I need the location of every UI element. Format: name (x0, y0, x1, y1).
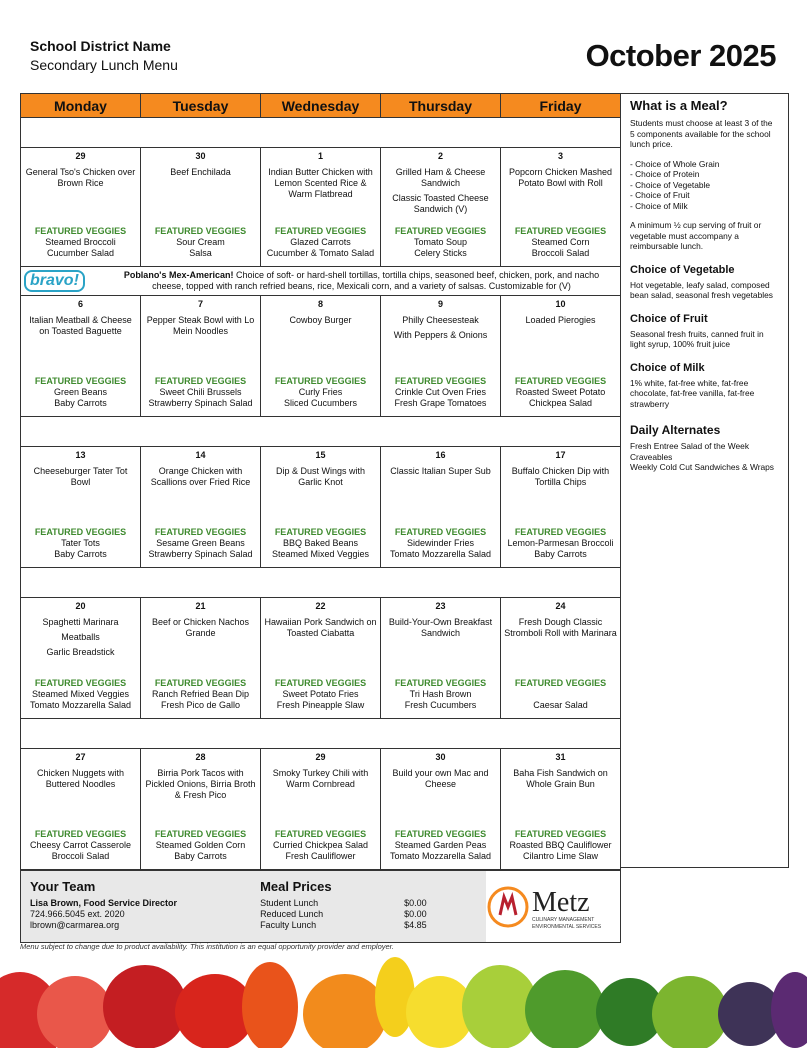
veggie-item: Cucumber & Tomato Salad (266, 248, 375, 258)
day-cell (501, 447, 620, 567)
day-number: 30 (195, 151, 206, 161)
featured-veggies-label: FEATURED VEGGIES (154, 527, 247, 537)
alternates-title: Daily Alternates (630, 423, 721, 437)
featured-veggies (261, 678, 380, 711)
week-spacer (21, 568, 620, 598)
day-number: 28 (195, 752, 206, 762)
featured-veggies (501, 678, 620, 711)
entree-item: Philly Cheesesteak (402, 315, 479, 325)
featured-veggies-label: FEATURED VEGGIES (394, 829, 487, 839)
featured-veggies (141, 226, 260, 259)
entree-item: Beef or Chicken Nachos Grande (151, 617, 250, 638)
featured-veggies-label: FEATURED VEGGIES (394, 527, 487, 537)
featured-veggies (501, 829, 620, 862)
veggie-item: Steamed Garden Peas (394, 840, 487, 850)
day-number: 31 (555, 752, 566, 762)
day-header: Tuesday (141, 94, 261, 117)
apple-icon (103, 965, 187, 1048)
metz-line2: ENVIRONMENTAL SERVICES (532, 923, 602, 930)
header-left (30, 38, 178, 73)
day-number: 16 (435, 450, 446, 460)
featured-veggies-label: FEATURED VEGGIES (394, 376, 487, 386)
day-number: 15 (315, 450, 326, 460)
day-cell (141, 148, 261, 266)
week-row (21, 296, 620, 417)
veggie-item: Cheesy Carrot Casserole (29, 840, 132, 850)
day-cell (261, 598, 381, 718)
entree-item: With Peppers & Onions (393, 330, 488, 340)
featured-veggies-label: FEATURED VEGGIES (394, 226, 487, 236)
veggie-item: Steamed Mixed Veggies (271, 549, 370, 559)
featured-veggies-label: FEATURED VEGGIES (154, 226, 247, 236)
eggplant-icon (771, 972, 807, 1048)
entree (144, 167, 257, 182)
veggie-item: Sweet Chili Brussels (159, 387, 242, 397)
day-cell (141, 447, 261, 567)
featured-veggies (381, 376, 500, 409)
day-number: 24 (555, 601, 566, 611)
entree-item: Popcorn Chicken Mashed Potato Bowl with Roll (508, 167, 613, 188)
day-number: 2 (437, 151, 443, 161)
day-cell (21, 447, 141, 567)
featured-veggies (501, 527, 620, 560)
veggie-item: Baby Carrots (534, 549, 587, 559)
alternates-text: Fresh Entree Salad of the Week Craveables Weekly Cold Cut Sandwiches & Wraps (630, 441, 774, 472)
entree-item: Meatballs (61, 632, 100, 642)
day-number: 29 (315, 752, 326, 762)
entree-item: Loaded Pierogies (525, 315, 596, 325)
day-cell (21, 749, 141, 869)
day-number: 7 (197, 299, 203, 309)
featured-veggies (261, 376, 380, 409)
entree-item: Grilled Ham & Cheese Sandwich (395, 167, 486, 188)
metz-logo (486, 871, 620, 942)
team-phone: 724.966.5045 ext. 2020 (30, 909, 125, 919)
day-number: 8 (317, 299, 323, 309)
week-row (21, 447, 620, 568)
featured-veggies-label: FEATURED VEGGIES (34, 226, 127, 236)
veggie-item: Ranch Refried Bean Dip (151, 689, 250, 699)
entree-item: Baha Fish Sandwich on Whole Grain Bun (513, 768, 608, 789)
metz-name: Metz (532, 886, 590, 918)
entree-item: Classic Toasted Cheese Sandwich (V) (392, 193, 489, 214)
day-header: Wednesday (261, 94, 381, 117)
entree-item: General Tso's Chicken over Brown Rice (25, 167, 136, 188)
featured-veggies-label: FEATURED VEGGIES (394, 678, 487, 688)
featured-veggies (21, 226, 140, 259)
featured-veggies (21, 376, 140, 409)
featured-veggies-label: FEATURED VEGGIES (514, 527, 607, 537)
entree-item: Smoky Turkey Chili with Warm Cornbread (272, 768, 369, 789)
day-cell (381, 296, 501, 416)
entree (24, 768, 137, 794)
day-number: 14 (195, 450, 206, 460)
featured-veggies-label: FEATURED VEGGIES (514, 829, 607, 839)
featured-veggies-label: FEATURED VEGGIES (154, 678, 247, 688)
week-row (21, 749, 620, 870)
choice-list: - Choice of Whole Grain - Choice of Protein - Choice of Vegetable - Choice of Fruit - Choice of Milk (630, 158, 720, 211)
entree-item: Garlic Breadstick (46, 647, 115, 657)
veggie-item: Cilantro Lime Slaw (522, 851, 599, 861)
entree (384, 617, 497, 643)
veg-title: Choice of Vegetable (630, 263, 735, 276)
featured-veggies (141, 829, 260, 862)
entree (264, 768, 377, 794)
entree (144, 768, 257, 805)
day-cell (21, 598, 141, 718)
day-cell (501, 749, 620, 869)
minimum-text: A minimum ½ cup serving of fruit or vegetable must accompany a reimbursable lunch. (630, 220, 762, 251)
price-row: Faculty Lunch $4.85 (260, 920, 427, 930)
day-number: 27 (75, 752, 86, 762)
day-cell (141, 749, 261, 869)
entree-item: Birria Pork Tacos with Pickled Onions, Birria Broth & Fresh Pico (145, 768, 256, 800)
prices-section (251, 871, 486, 942)
entree-item: Hawaiian Pork Sandwich on Toasted Ciabatta (264, 617, 377, 638)
day-cell (141, 296, 261, 416)
veggie-item: Steamed Broccoli (45, 237, 116, 247)
featured-veggies (261, 226, 380, 259)
featured-veggies-label: FEATURED VEGGIES (274, 376, 367, 386)
entree (144, 466, 257, 492)
entree-item: Pepper Steak Bowl with Lo Mein Noodles (146, 315, 255, 336)
veggie-item: Tomato Mozzarella Salad (389, 549, 492, 559)
metz-line1: CULINARY MANAGEMENT (532, 916, 595, 923)
veggie-item: Fresh Pineapple Slaw (276, 700, 365, 710)
lettuce-icon (525, 970, 605, 1048)
day-number: 22 (315, 601, 326, 611)
week-row (21, 148, 620, 267)
entree-item: Orange Chicken with Scallions over Fried Rice (150, 466, 251, 487)
veggie-item: Steamed Mixed Veggies (31, 689, 130, 699)
district-name: School District Name (30, 38, 171, 54)
team-email: lbrown@carmarea.org (30, 920, 120, 930)
sidebar (621, 93, 789, 868)
featured-veggies (381, 678, 500, 711)
entree (24, 617, 137, 662)
day-number: 13 (75, 450, 86, 460)
featured-veggies (21, 678, 140, 711)
month-title: October 2025 (585, 38, 776, 73)
day-number: 17 (555, 450, 566, 460)
metz-logo-graphic (486, 881, 620, 933)
day-cell (501, 148, 620, 266)
team-section (21, 871, 251, 942)
entree-item: Spaghetti Marinara (42, 617, 119, 627)
featured-veggies-label: FEATURED VEGGIES (274, 226, 367, 236)
day-number: 21 (195, 601, 206, 611)
day-cell (501, 296, 620, 416)
veggie-item: BBQ Baked Beans (282, 538, 359, 548)
veggie-item: Tri Hash Brown (409, 689, 472, 699)
featured-veggies (141, 376, 260, 409)
entree (504, 315, 617, 330)
veggie-item: Steamed Golden Corn (155, 840, 246, 850)
veggie-item: Roasted BBQ Cauliflower (509, 840, 612, 850)
featured-veggies (381, 226, 500, 259)
entree-item: Build your own Mac and Cheese (392, 768, 489, 789)
day-number: 3 (557, 151, 563, 161)
veggie-item: Strawberry Spinach Salad (148, 549, 253, 559)
day-cell (141, 598, 261, 718)
bravo-text: Poblano's Mex-American! Choice of soft- or hard-shell tortillas, tortilla chips, seasoned beef, chicken, pork, and nacho cheese, topped with ranch refried beans, rice, Mexicali corn, and a variety of salsas. Customizable for (V) (123, 270, 600, 291)
entree (144, 315, 257, 341)
meal-text: Students must choose at least 3 of the 5 components available for the school lunch price. (630, 118, 773, 149)
featured-veggies (21, 829, 140, 862)
veggie-item: Tomato Mozzarella Salad (29, 700, 132, 710)
veggie-item: Roasted Sweet Potato (515, 387, 606, 397)
fruit-banner-image (0, 952, 807, 1048)
day-cell (21, 148, 141, 266)
entree (384, 315, 497, 345)
day-number: 30 (435, 752, 446, 762)
day-cell (381, 148, 501, 266)
veggie-item: Steamed Corn (531, 237, 590, 247)
entree (264, 617, 377, 643)
featured-veggies-label: FEATURED VEGGIES (34, 678, 127, 688)
featured-veggies-label: FEATURED VEGGIES (274, 829, 367, 839)
entree (504, 768, 617, 794)
fruit-title: Choice of Fruit (630, 312, 708, 325)
entree (264, 466, 377, 492)
week-spacer (21, 719, 620, 749)
entree-item: Chicken Nuggets with Buttered Noodles (36, 768, 125, 789)
entree-item: Beef Enchilada (170, 167, 231, 177)
day-header-row (21, 94, 620, 118)
featured-veggies-label: FEATURED VEGGIES (34, 829, 127, 839)
veggie-item: Tomato Soup (413, 237, 468, 247)
day-cell (381, 749, 501, 869)
milk-text: 1% white, fat-free white, fat-free chocolate, fat-free vanilla, fat-free strawberry (630, 377, 755, 409)
day-header: Monday (21, 94, 141, 117)
menu-subtitle: Secondary Lunch Menu (30, 57, 178, 73)
featured-veggies-label: FEATURED VEGGIES (34, 527, 127, 537)
entree (264, 167, 377, 204)
veggie-item: Sesame Green Beans (156, 538, 245, 548)
entree (384, 167, 497, 219)
entree-item: Classic Italian Super Sub (390, 466, 491, 476)
day-header: Friday (539, 98, 582, 114)
veggie-item (501, 689, 620, 700)
veggie-item: Fresh Cucumbers (404, 700, 477, 710)
featured-veggies-label: FEATURED VEGGIES (154, 376, 247, 386)
veggie-item: Celery Sticks (414, 248, 467, 258)
day-number: 9 (437, 299, 443, 309)
entree (264, 315, 377, 330)
veggie-item: Fresh Cauliflower (285, 851, 356, 861)
week-spacer (21, 118, 620, 148)
entree-item: Dip & Dust Wings with Garlic Knot (275, 466, 366, 487)
featured-veggies-label: FEATURED VEGGIES (514, 376, 607, 386)
veggie-item: Strawberry Spinach Salad (148, 398, 253, 408)
veg-text: Hot vegetable, leafy salad, composed bean salad, seasonal fresh vegetables (630, 279, 773, 300)
day-cell (261, 296, 381, 416)
veggie-item: Glazed Carrots (290, 237, 351, 247)
entree-item: Cowboy Burger (289, 315, 352, 325)
veggie-item: Salsa (189, 248, 212, 258)
veggie-item: Sour Cream (176, 237, 225, 247)
team-name: Lisa Brown, Food Service Director (30, 898, 178, 908)
footer-panel (21, 870, 620, 942)
featured-veggies-label: FEATURED VEGGIES (514, 226, 607, 236)
veggie-item: Green Beans (53, 387, 108, 397)
veggie-item: Crinkle Cut Oven Fries (394, 387, 487, 397)
day-number: 10 (555, 299, 566, 309)
day-cell (261, 447, 381, 567)
veggie-item: Baby Carrots (54, 398, 107, 408)
veggie-item: Fresh Grape Tomatoes (394, 398, 487, 408)
entree-item: Fresh Dough Classic Stromboli Roll with Marinara (504, 617, 617, 638)
featured-veggies (141, 678, 260, 711)
price-row: Reduced Lunch $0.00 (260, 909, 427, 919)
featured-veggies (381, 829, 500, 862)
veggie-item: Broccoli Salad (531, 248, 590, 258)
featured-veggies-label: FEATURED VEGGIES (274, 678, 367, 688)
pepper-icon (242, 962, 298, 1048)
day-number: 20 (75, 601, 86, 611)
veggie-item: Tomato Mozzarella Salad (389, 851, 492, 861)
day-cell (261, 148, 381, 266)
veggie-item: Broccoli Salad (51, 851, 110, 861)
veggie-item: Curly Fries (298, 387, 343, 397)
veggie-item: Cucumber Salad (46, 248, 115, 258)
team-title: Your Team (30, 879, 96, 894)
entree-item: Indian Butter Chicken with Lemon Scented Rice & Warm Flatbread (268, 167, 373, 199)
featured-veggies-label: FEATURED VEGGIES (514, 678, 607, 688)
featured-veggies (381, 527, 500, 560)
day-number: 29 (75, 151, 86, 161)
calendar (20, 93, 621, 943)
day-number: 1 (317, 151, 323, 161)
price-row: Student Lunch $0.00 (260, 898, 427, 908)
day-header: Thursday (381, 94, 501, 117)
entree-item: Buffalo Chicken Dip with Tortilla Chips (511, 466, 610, 487)
veggie-item: Tater Tots (61, 538, 100, 548)
week-row (21, 598, 620, 719)
day-cell (21, 296, 141, 416)
featured-veggies (261, 527, 380, 560)
day-number: 23 (435, 601, 446, 611)
week-spacer (21, 417, 620, 447)
featured-veggies-label: FEATURED VEGGIES (274, 527, 367, 537)
disclaimer: Menu subject to change due to product availability. This institution is an equal opportunity provider and employer. (20, 942, 394, 951)
veggie-item: Baby Carrots (54, 549, 107, 559)
day-number: 6 (77, 299, 83, 309)
veggie-item: Curried Chickpea Salad (272, 840, 369, 850)
entree (504, 617, 617, 643)
fruit-text: Seasonal fresh fruits, canned fruit in light syrup, 100% fruit juice (630, 328, 764, 349)
entree (384, 466, 497, 481)
featured-veggies (21, 527, 140, 560)
day-cell (381, 598, 501, 718)
featured-veggies-label: FEATURED VEGGIES (34, 376, 127, 386)
bravo-logo: bravo! (21, 267, 107, 292)
meal-title: What is a Meal? (630, 98, 728, 113)
featured-veggies-label: FEATURED VEGGIES (154, 829, 247, 839)
bravo-feature (21, 267, 620, 296)
entree (24, 167, 137, 193)
featured-veggies (261, 829, 380, 862)
veggie-item: Fresh Pico de Gallo (160, 700, 241, 710)
entree-item: Italian Meatball & Cheese on Toasted Baguette (29, 315, 132, 336)
veggie-item: Caesar Salad (533, 700, 588, 710)
veggie-item: Baby Carrots (174, 851, 227, 861)
prices-title: Meal Prices (260, 879, 332, 894)
entree (24, 466, 137, 492)
orange-icon (303, 974, 387, 1048)
veggie-item: Sliced Cucumbers (283, 398, 358, 408)
kiwi-icon (652, 976, 728, 1048)
entree (384, 768, 497, 794)
day-cell (501, 598, 620, 718)
entree-item: Build-Your-Own Breakfast Sandwich (388, 617, 493, 638)
entree (504, 466, 617, 492)
milk-title: Choice of Milk (630, 361, 705, 374)
entree (24, 315, 137, 341)
veggie-item: Sidewinder Fries (406, 538, 475, 548)
entree (504, 167, 617, 193)
entree (144, 617, 257, 643)
veggie-item: Lemon-Parmesan Broccoli (507, 538, 614, 548)
featured-veggies (141, 527, 260, 560)
featured-veggies (501, 226, 620, 259)
veggie-item: Chickpea Salad (528, 398, 593, 408)
featured-veggies (501, 376, 620, 409)
day-cell (381, 447, 501, 567)
entree-item: Cheeseburger Tater Tot Bowl (33, 466, 128, 487)
veggie-item: Sweet Potato Fries (282, 689, 359, 699)
day-cell (261, 749, 381, 869)
